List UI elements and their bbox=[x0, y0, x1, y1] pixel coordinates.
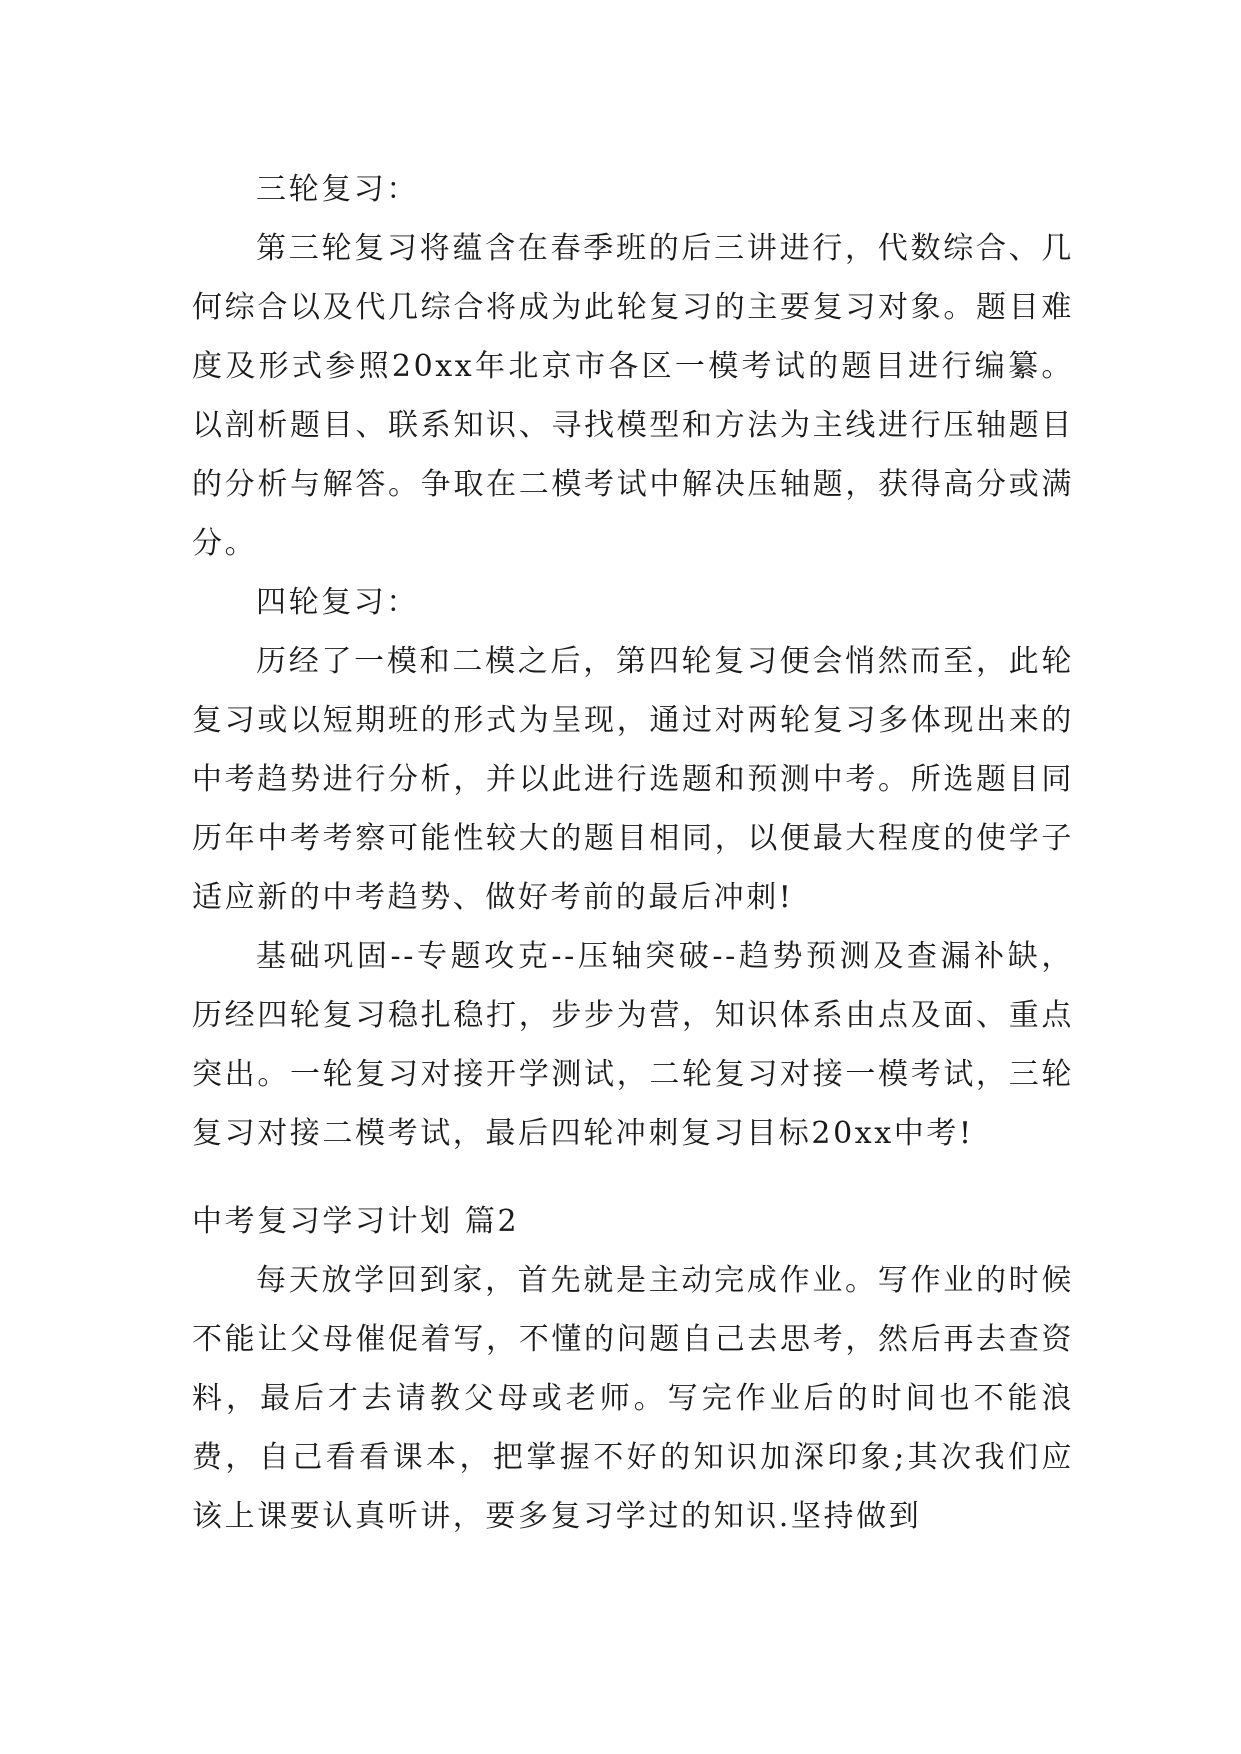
summary-paragraph: 基础巩固--专题攻克--压轴突破--趋势预测及查漏补缺，历经四轮复习稳扎稳打，步步为营，知识体系由点及面、重点突出。一轮复习对接开学测试，二轮复习对接一模考试，三轮复习对接二模考试，最后四轮冲刺复习目标20xx中考! bbox=[192, 939, 1074, 1151]
round-four-heading: 四轮复习： bbox=[256, 585, 419, 620]
section-title: 中考复习学习计划 篇2 bbox=[192, 1204, 520, 1239]
section-two-paragraph: 每天放学回到家，首先就是主动完成作业。写作业的时候不能让父母催促着写，不懂的问题自己去思考，然后再去查资料，最后才去请教父母或老师。写完作业后的时间也不能浪费，自己看看课本，把掌握不好的知识加深印象;其次我们应该上课要认真听讲，要多复习学过的知识.坚持做到 bbox=[192, 1263, 1074, 1534]
round-three-heading: 三轮复习： bbox=[256, 172, 419, 207]
round-four-paragraph: 历经了一模和二模之后，第四轮复习便会悄然而至，此轮复习或以短期班的形式为呈现，通过对两轮复习多体现出来的中考趋势进行分析，并以此进行选题和预测中考。所选题目同历年中考考察可能性较大的题目相同，以便最大程度的使学子适应新的中考趋势、做好考前的最后冲刺! bbox=[192, 644, 1074, 915]
round-three-paragraph: 第三轮复习将蕴含在春季班的后三讲进行，代数综合、几何综合以及代几综合将成为此轮复习的主要复习对象。题目难度及形式参照20xx年北京市各区一模考试的题目进行编纂。以剖析题目、联系知识、寻找模型和方法为主线进行压轴题目的分析与解答。争取在二模考试中解决压轴题，获得高分或满分。 bbox=[192, 231, 1074, 561]
document-page bbox=[192, 160, 1074, 1546]
